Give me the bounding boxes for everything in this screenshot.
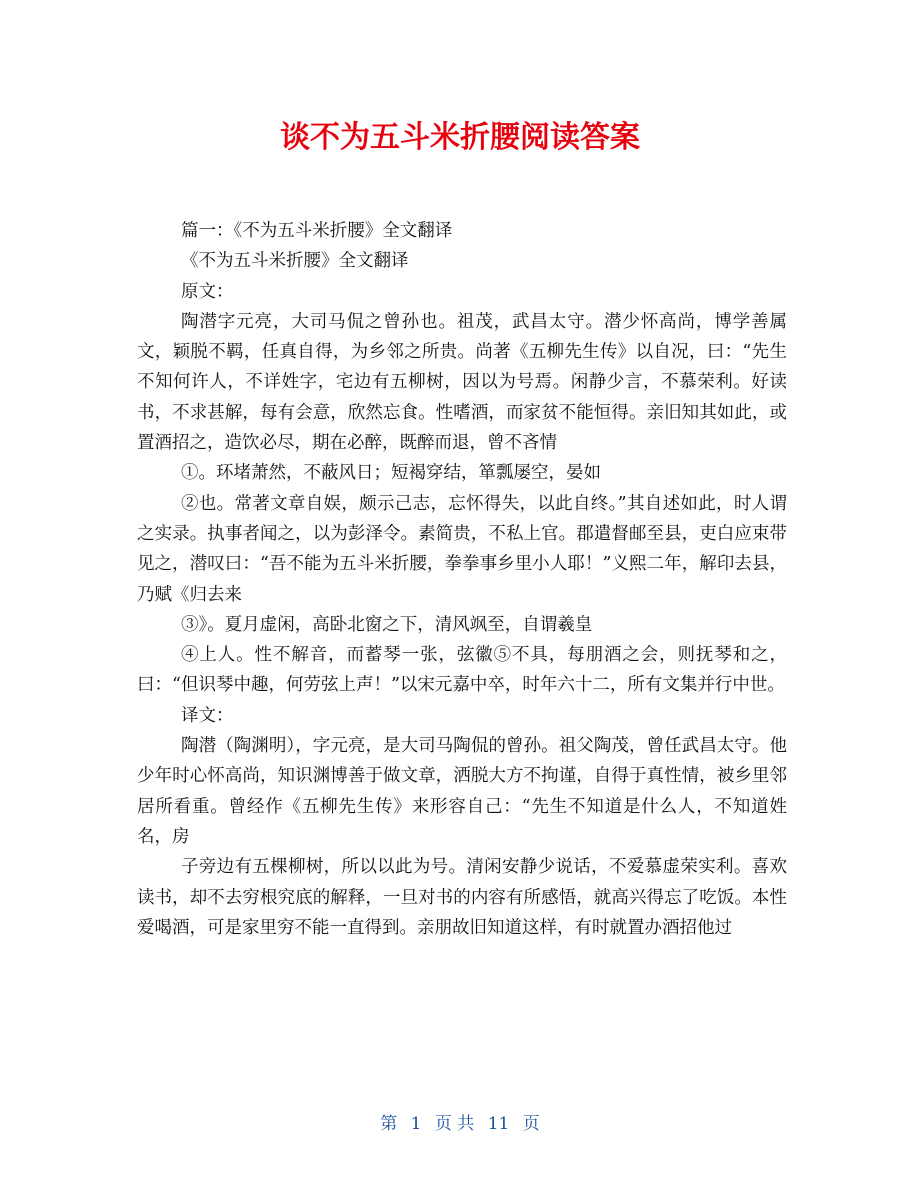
footer-prefix: 第 — [380, 1114, 398, 1134]
paragraph: 《不为五斗米折腰》全文翻译 — [181, 251, 409, 272]
total-pages-number: 11 — [487, 1114, 510, 1134]
current-page-number: 1 — [410, 1114, 422, 1134]
document-body — [137, 216, 787, 943]
paragraph: 篇一：《不为五斗米折腰》全文翻译 — [181, 221, 453, 241]
paragraph: ③》。夏月虚闲，高卧北窗之下，清风飒至，自谓羲皇 — [181, 614, 593, 635]
paragraph: 陶潜（陶渊明），字元亮，是大司马陶侃的曾孙。祖父陶茂，曾任武昌太守。他少年时心怀高尚，知识渊博善于做文章，洒脱大方不拘谨，自得于真性情，被乡里邻居所看重。曾经作《五柳先生传》来形容自己：“先生不知道是什么人，不知道姓名，房 — [137, 736, 787, 847]
paragraph: ②也。常著文章自娱，颇示己志，忘怀得失，以此自终。”其自述如此，时人谓之实录。执事者闻之，以为彭泽令。素简贵，不私上官。郡遣督邮至县，吏白应束带见之，潜叹曰：“吾不能为五斗米折腰，拳拳事乡里小人耶！”义熙二年，解印去县，乃赋《归去来 — [137, 493, 787, 605]
paragraph: 译文： — [181, 705, 234, 726]
footer-middle: 页 共 — [434, 1114, 475, 1134]
paragraph: ④上人。性不解音，而蓄琴一张，弦徽⑤不具，每朋酒之会，则抚琴和之，曰：“但识琴中趣，何劳弦上声！”以宋元嘉中卒，时年六十二，所有文集并行中世。 — [137, 645, 787, 696]
paragraph: 原文： — [181, 281, 234, 302]
paragraph: 陶潜字元亮，大司马侃之曾孙也。祖茂，武昌太守。潜少怀高尚，博学善属文，颖脱不羁，任真自得，为乡邻之所贵。尚著《五柳先生传》以自况，曰：“先生不知何许人，不详姓字，宅边有五柳树，因以为号焉。闲静少言，不慕荣利。好读书，不求甚解，每有会意，欣然忘食。性嗜酒，而家贫不能恒得。亲旧知其如此，或置酒招之，造饮必尽，期在必醉，既醉而退，曾不吝情 — [137, 311, 787, 454]
paragraph: 子旁边有五棵柳树，所以以此为号。清闲安静少说话，不爱慕虚荣实利。喜欢读书，却不去穷根究底的解释，一旦对书的内容有所感悟，就高兴得忘了吃饭。本性爱喝酒，可是家里穷不能一直得到。亲朋故旧知道这样，有时就置办酒招他过 — [137, 857, 787, 938]
footer-suffix: 页 — [522, 1114, 540, 1134]
page-footer — [0, 1111, 920, 1137]
paragraph: ①。环堵萧然，不蔽风日；短褐穿结，箪瓢屡空，晏如 — [181, 463, 601, 484]
document-title: 谈不为五斗米折腰阅读答案 — [280, 120, 640, 155]
